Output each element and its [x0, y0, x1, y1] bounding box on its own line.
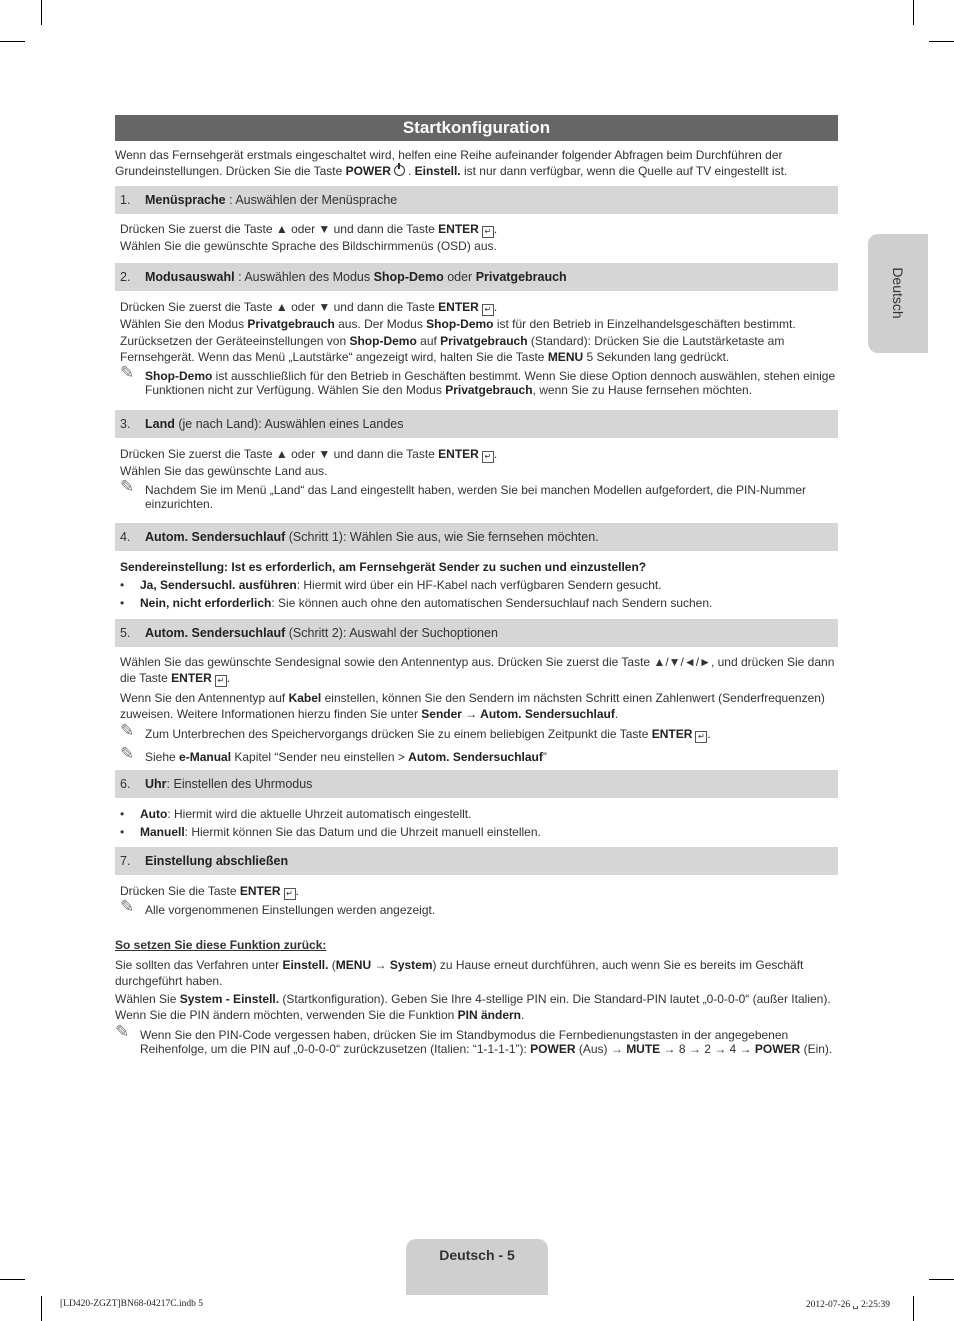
print-info-left: [LD420-ZGZT]BN68-04217C.indb 5: [60, 1299, 204, 1309]
enter-icon: ↵: [284, 888, 296, 900]
list-item: • Ja, Sendersuchl. ausführen: Hiermit wird über ein HF-Kabel nach verfügbaren Sendern gesucht.: [120, 578, 662, 592]
step-1-header: 1. Menüsprache : Auswählen der Menüsprache: [115, 186, 838, 214]
note: ✎ Nachdem Sie im Menü „Land“ das Land eingestellt haben, werden Sie bei manchen Modellen aufgefordert, die PIN-Nummer einzurichten.: [120, 476, 807, 511]
page-number-tab: Deutsch - 5: [406, 1239, 548, 1295]
crop-mark: [0, 41, 25, 42]
enter-icon: ↵: [482, 226, 494, 238]
list-item: • Manuell: Hiermit können Sie das Datum und die Uhrzeit manuell einstellen.: [120, 825, 541, 839]
reset-heading: So setzen Sie diese Funktion zurück:: [115, 938, 327, 952]
crop-mark: [913, 1296, 914, 1321]
note: ✎ Siehe e-Manual Kapitel “Sender neu einstellen > Autom. Sendersuchlauf”: [120, 744, 547, 764]
crop-mark: [41, 0, 42, 25]
crop-mark: [41, 1296, 42, 1321]
page-title: Startkonfiguration: [115, 115, 838, 141]
note: ✎ Zum Unterbrechen des Speichervorgangs drücken Sie zu einem beliebigen Zeitpunkt die Taste ENTER ↵ .: [120, 721, 711, 741]
enter-icon: ↵: [215, 675, 227, 687]
pen-icon: ✎: [120, 362, 135, 382]
crop-mark: [929, 41, 954, 42]
intro-text: Wenn das Fernsehgerät erstmals eingeschaltet wird, helfen eine Reihe aufeinander folgender Abfragen beim Durchführen der Grundeinstellungen. Drücken Sie die Taste POWER . Einstell. ist nur dann verfügbar, wenn die Quelle auf TV eingestellt ist.: [115, 148, 788, 178]
step-5-body: Wählen Sie das gewünschte Sendesignal sowie den Antennentyp aus. Drücken Sie zuerst die Taste ▲/▼/◄/►, und drücken Sie dann die Taste ENTER ↵ . Wenn Sie den Antennentyp auf Kabel einstellen, können Sie den Sendern im nächsten Schritt einen Zahlenwert (Senderfrequenzen) zuweisen. Weitere Informationen hierzu finden Sie unter Sender → Autom. Sendersuchlauf. ✎ Zum Unterbrechen des Speichervorgangs drücken Sie zu einem beliebigen Zeitpunkt die Taste ENTER ↵ . ✎ Siehe e-Manual Kapitel “Sender neu einstellen > Autom. Sendersuchlauf”: [120, 654, 838, 764]
enter-icon: ↵: [695, 731, 707, 743]
step-3-header: 3. Land (je nach Land): Auswählen eines Landes: [115, 410, 838, 438]
pen-icon: ✎: [120, 744, 135, 763]
note: ✎ Shop-Demo ist ausschließlich für den Betrieb in Geschäften bestimmt. Wenn Sie diese Option dennoch auswählen, stehen einige Funktionen nicht zur Verfügung. Wählen Sie den Modus Privatgebrauch, wenn Sie zu Hause fernsehen möchten.: [120, 362, 836, 397]
crop-mark: [913, 0, 914, 25]
print-info-right: 2012-07-26 ␣ 2:25:39: [805, 1300, 890, 1310]
list-item: • Auto: Hiermit wird die aktuelle Uhrzeit automatisch eingestellt.: [120, 807, 472, 821]
step-1-body: Drücken Sie zuerst die Taste ▲ oder ▼ und dann die Taste ENTER ↵ . Wählen Sie die gewünschte Sprache des Bildschirmmenüs (OSD) aus.: [120, 222, 498, 253]
enter-icon: ↵: [482, 304, 494, 316]
step-5-header: 5. Autom. Sendersuchlauf (Schritt 2): Auswahl der Suchoptionen: [115, 619, 838, 647]
step-2-header: 2. Modusauswahl : Auswählen des Modus Shop-Demo oder Privatgebrauch: [115, 263, 838, 291]
note: ✎ Alle vorgenommenen Einstellungen werden angezeigt.: [120, 897, 436, 917]
step-3-body: Drücken Sie zuerst die Taste ▲ oder ▼ und dann die Taste ENTER ↵ . Wählen Sie das gewünschte Land aus. ✎ Nachdem Sie im Menü „Land“ das Land eingestellt haben, werden Sie bei manchen Modellen aufgefordert, die PIN-Nummer einzurichten.: [120, 446, 838, 511]
step-2-body: Drücken Sie zuerst die Taste ▲ oder ▼ und dann die Taste ENTER ↵ . Wählen Sie den Modus Privatgebrauch aus. Der Modus Shop-Demo ist für den Betrieb in Einzelhandelsgeschäften bestimmt. Zurücksetzen der Geräteeinstellungen von Shop-Demo auf Privatgebrauch (Standard): Drücken Sie die Lautstärketaste am Fernsehgerät. Wenn das Menü „Lautstärke“ angezeigt wird, halten Sie die Taste MENU 5 Sekunden lang gedrückt. ✎ Shop-Demo ist ausschließlich für den Betrieb in Geschäften bestimmt. Wenn Sie diese Option dennoch auswählen, stehen einige Funktionen nicht zur Verfügung. Wählen Sie den Modus Privatgebrauch, wenn Sie zu Hause fernsehen möchten.: [120, 299, 838, 397]
step-4-body: Sendereinstellung: Ist es erforderlich, am Fernsehgerät Sender zu suchen und einzustellen? • Ja, Sendersuchl. ausführen: Hiermit wird über ein HF-Kabel nach verfügbaren Sendern gesucht. • Nein, nicht erforderlich: Sie können auch ohne den automatischen Sendersuchlauf nach Sendern suchen.: [120, 558, 838, 612]
list-item: • Nein, nicht erforderlich: Sie können auch ohne den automatischen Sendersuchlauf nach Sendern suchen.: [120, 596, 713, 610]
pen-icon: ✎: [120, 897, 135, 916]
step-6-body: [120, 805, 838, 841]
crop-mark: [929, 1279, 954, 1280]
step-4-header: 4. Autom. Sendersuchlauf (Schritt 1): Wählen Sie aus, wie Sie fernsehen möchten.: [115, 523, 838, 551]
pen-icon: ✎: [120, 721, 135, 740]
step-7-body: Drücken Sie die Taste ENTER ↵ . ✎ Alle vorgenommenen Einstellungen werden angezeigt.: [120, 883, 838, 917]
language-side-tab: Deutsch: [868, 234, 928, 353]
pen-icon: ✎: [120, 476, 135, 496]
enter-icon: ↵: [482, 451, 494, 463]
step-7-header: 7. Einstellung abschließen: [115, 847, 838, 875]
note: ✎ Wenn Sie den PIN-Code vergessen haben, drücken Sie im Standbymodus die Fernbedienungstasten in der angegebenen Reihenfolge, um die PIN auf „0-0-0-0“ zurückzusetzen (Italien: “1-1-1-1”): POWER (Aus) → MUTE → 8 → 2 → 4 → POWER (Ein).: [115, 1022, 833, 1056]
reset-section: So setzen Sie diese Funktion zurück: Sie sollten das Verfahren unter Einstell. (MENU → System) zu Hause erneut durchführen, auch wenn Sie es bereits im Geschäft durchgeführt haben. Wählen Sie System - Einstell. (Startkonfiguration). Geben Sie Ihre 4-stellige PIN ein. Die Standard-PIN lautet „0-0-0-0“ (außer Italien). Wenn Sie die PIN ändern möchten, verwenden Sie die Funktion PIN ändern. ✎ Wenn Sie den PIN-Code vergessen haben, drücken Sie im Standbymodus die Fernbedienungstasten in der angegebenen Reihenfolge, um die PIN auf „0-0-0-0“ zurückzusetzen (Italien: “1-1-1-1”): POWER (Aus) → MUTE → 8 → 2 → 4 → POWER (Ein).: [115, 937, 838, 1056]
power-icon: [394, 165, 405, 176]
pen-icon: ✎: [115, 1022, 130, 1041]
crop-mark: [0, 1279, 25, 1280]
step-6-header: 6. Uhr: Einstellen des Uhrmodus: [115, 770, 838, 798]
